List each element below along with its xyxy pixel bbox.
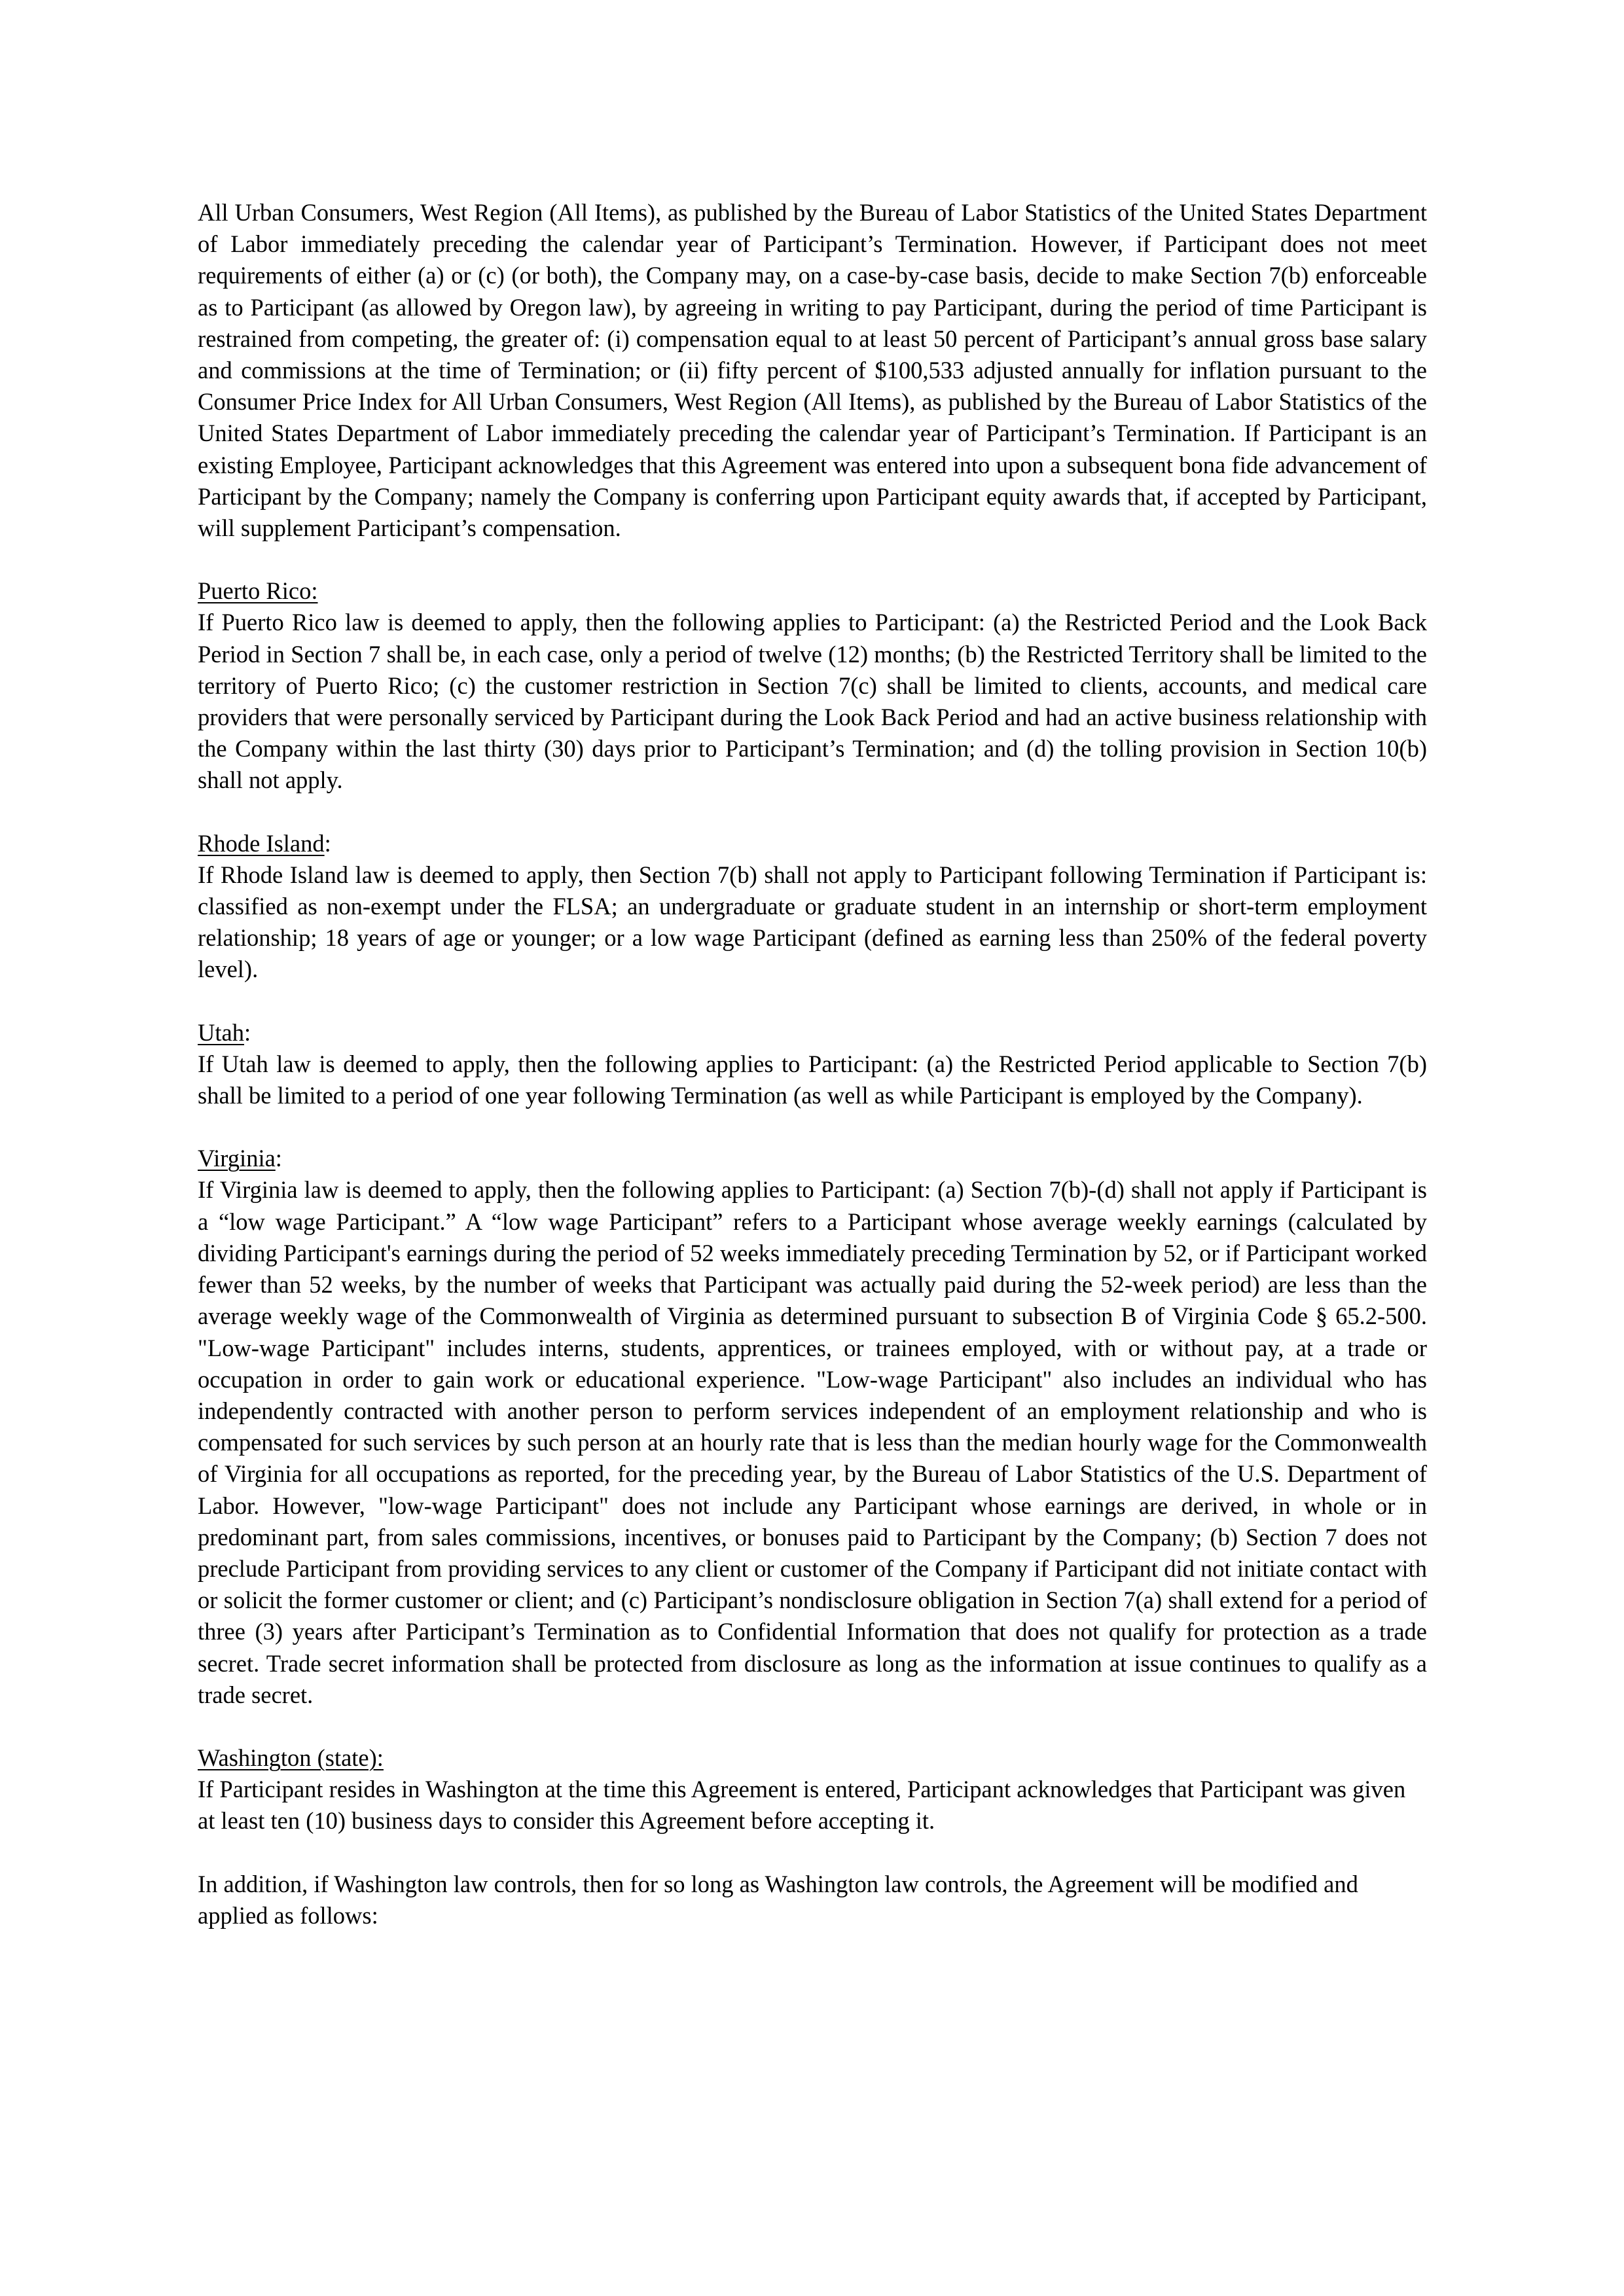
section-body: If Rhode Island law is deemed to apply, then Section 7(b) shall not apply to Participant following Termination if Participant is: classified as non-exempt under the FLSA; an undergraduate or graduate student in an internship or short-term employment relationship; 18 years of age or younger; or a low wage Participant (defined as earning less than 250% of the federal poverty level). (198, 861, 1427, 983)
section-rhode-island (198, 828, 1427, 986)
intro-paragraph: All Urban Consumers, West Region (All Items), as published by the Bureau of Labor Statistics of the United States Department of Labor immediately preceding the calendar year of Participant’s Termination. However, if Participant does not meet requirements of either (a) or (c) (or both), the Company may, on a case-by-case basis, decide to make Section 7(b) enforceable as to Participant (as allowed by Oregon law), by agreeing in writing to pay Participant, during the period of time Participant is restrained from competing, the greater of: (i) compensation equal to at least 50 percent of Participant’s annual gross base salary and commissions at the time of Termination; or (ii) fifty percent of $100,533 adjusted annually for inflation pursuant to the Consumer Price Index for All Urban Consumers, West Region (All Items), as published by the Bureau of Labor Statistics of the United States Department of Labor immediately preceding the calendar year of Participant’s Termination. If Participant is an existing Employee, Participant acknowledges that this Agreement was entered into upon a subsequent bona fide advancement of Participant by the Company; namely the Company is conferring upon Participant equity awards that, if accepted by Participant, will supplement Participant’s compensation. (198, 199, 1427, 542)
section-heading (198, 575, 1427, 607)
section-washington (198, 1742, 1427, 1931)
section-heading (198, 1017, 1427, 1049)
section-heading-text: Rhode Island (198, 829, 325, 857)
section-heading-text: Washington (state): (198, 1744, 384, 1771)
section-heading-colon: : (275, 1145, 282, 1172)
section-heading-text: Puerto Rico: (198, 577, 318, 605)
section-utah (198, 1017, 1427, 1112)
section-heading-colon: : (324, 829, 331, 857)
section-virginia (198, 1143, 1427, 1711)
section-body: If Virginia law is deemed to apply, then the following applies to Participant: (a) Section 7(b)-(d) shall not apply if Participant is a “low wage Participant.” A “low wage Participant” refers to a Participant whose average weekly earnings (calculated by dividing Participant's earnings during the period of 52 weeks immediately preceding Termination by 52, or if Participant worked fewer than 52 weeks, by the number of weeks that Participant was actually paid during the 52-week period) are less than the average weekly wage of the Commonwealth of Virginia as determined pursuant to subsection B of Virginia Code § 65.2-500. "Low-wage Participant" includes interns, students, apprentices, or trainees employed, with or without pay, at a trade or occupation in order to gain work or educational experience. "Low-wage Participant" also includes an individual who has independently contracted with another person to perform services independent of an employment relationship and who is compensated for such services by such person at an hourly rate that is less than the median hourly wage for the Commonwealth of Virginia for all occupations as reported, for the preceding year, by the Bureau of Labor Statistics of the U.S. Department of Labor. However, "low-wage Participant" does not include any Participant whose earnings are derived, in whole or in predominant part, from sales commissions, incentives, or bonuses paid to Participant by the Company; (b) Section 7 does not preclude Participant from providing services to any client or customer of the Company if Participant did not initiate contact with or solicit the former customer or client; and (c) Participant’s nondisclosure obligation in Section 7(a) shall extend for a period of three (3) years after Participant’s Termination as to Confidential Information that does not qualify for protection as a trade secret. Trade secret information shall be protected from disclosure as long as the information at issue continues to qualify as a trade secret. (198, 1176, 1427, 1708)
section-heading-text: Utah (198, 1018, 244, 1046)
document-page (198, 197, 1427, 1931)
section-heading-colon: : (244, 1018, 251, 1046)
section-puerto-rico (198, 575, 1427, 796)
section-body: If Puerto Rico law is deemed to apply, then the following applies to Participant: (a) the Restricted Period and the Look Back Period in Section 7 shall be, in each case, only a period of twelve (12) months; (b) the Restricted Territory shall be limited to the territory of Puerto Rico; (c) the customer restriction in Section 7(c) shall be limited to clients, accounts, and medical care providers that were personally serviced by Participant during the Look Back Period and had an active business relationship with the Company within the last thirty (30) days prior to Participant’s Termination; and (d) the tolling provision in Section 10(b) shall not apply. (198, 609, 1427, 794)
section-heading-text: Virginia (198, 1145, 276, 1172)
section-heading (198, 828, 1427, 859)
section-heading (198, 1742, 1427, 1774)
section-addition-paragraph: In addition, if Washington law controls, then for so long as Washington law controls, the Agreement will be modified and applied as follows: (198, 1870, 1358, 1929)
section-heading (198, 1143, 1427, 1174)
section-body: If Utah law is deemed to apply, then the following applies to Participant: (a) the Restricted Period applicable to Section 7(b) shall be limited to a period of one year following Termination (as well as while Participant is employed by the Company). (198, 1050, 1427, 1109)
section-body: If Participant resides in Washington at the time this Agreement is entered, Participant acknowledges that Participant was given at least ten (10) business days to consider this Agreement before accepting it. (198, 1776, 1406, 1835)
